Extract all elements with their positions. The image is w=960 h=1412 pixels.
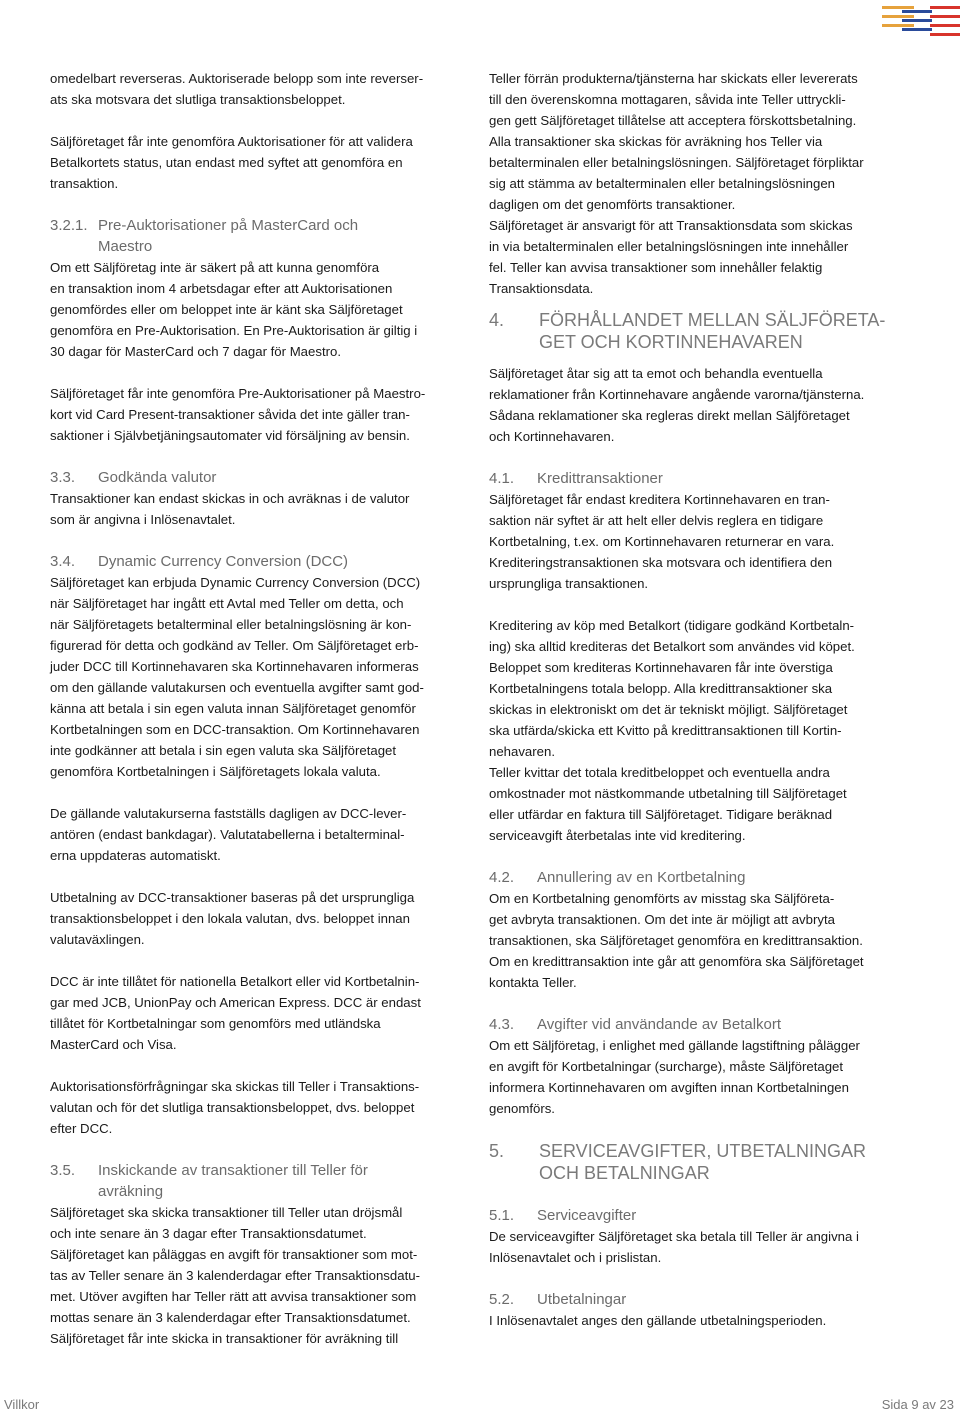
section-title: Annullering av en Kortbetalning — [537, 869, 746, 886]
section-title: Pre-Auktorisationer på MasterCard och Maestro — [98, 217, 359, 255]
chapter-heading-4 — [489, 309, 909, 353]
paragraph: DCC är inte tillåtet för nationella Betalkort eller vid Kortbetalnin- gar med JCB, UnionPay och American Express. DCC är endast tillåtet för Kortbetalningar som genomförs med utländska MasterCard och Visa. — [50, 974, 421, 1052]
section-number: 4.2. — [489, 869, 515, 886]
logo-stripe — [902, 28, 932, 31]
paragraph: Utbetalning av DCC-transaktioner baseras på det ursprungliga transaktionsbeloppet i den lokala valutan, dvs. beloppet innan valutaväxlingen. — [50, 890, 415, 947]
right-column — [489, 68, 909, 1331]
section-heading-4-1 — [489, 468, 909, 489]
logo-stripe — [930, 6, 960, 9]
paragraph: Teller förrän produkterna/tjänsterna har skickats eller levererats till den överenskomna mottagaren, såvida inte Teller uttryckli- gen gett Säljföretaget tillåtelse att acceptera förskottsbetalning. Alla transaktioner ska skickas för avräkning hos Teller via betalterminalen eller betalningslösningen. Säljföretaget förpliktar sig att stämma av betalterminalen eller betalningslösningen dagligen om det genomförts transaktioner. Säljföretaget är ansvarigt för att Transaktionsdata som skickas in via betalterminalen eller betalningslösningen inte innehåller fel. Teller kan avvisa transaktioner som innehåller felaktig Transaktionsdata. — [489, 71, 864, 296]
section-heading-3-5 — [50, 1160, 458, 1202]
logo-stripe — [902, 10, 932, 13]
paragraph: Om en Kortbetalning genomförts av misstag ska Säljföreta- get avbryta transaktionen. Om det inte är möjligt att avbryta transaktionen, ska Säljföretaget genomföra en kredittransaktion. Om en kredittransaktion inte går att genomföra ska Säljföretaget kontakta Teller. — [489, 891, 864, 990]
chapter-heading-5 — [489, 1140, 909, 1184]
section-heading-5-1 — [489, 1205, 909, 1226]
section-title: Avgifter vid användande av Betalkort — [537, 1016, 782, 1033]
section-heading-3-3 — [50, 467, 458, 488]
section-heading-5-2 — [489, 1289, 909, 1310]
chapter-title: SERVICEAVGIFTER, UTBETALNINGAR OCH BETALNINGAR — [539, 1141, 867, 1183]
left-column — [50, 68, 458, 1349]
section-title: Dynamic Currency Conversion (DCC) — [98, 553, 349, 570]
section-number: 3.5. — [50, 1162, 76, 1179]
logo-stripe — [882, 15, 914, 18]
section-heading-3-4 — [50, 551, 458, 572]
chapter-title: FÖRHÅLLANDET MELLAN SÄLJFÖRETA- GET OCH KORTINNEHAVAREN — [539, 310, 886, 352]
logo-stripe — [902, 19, 932, 22]
section-number: 4.1. — [489, 470, 515, 487]
section-number: 3.3. — [50, 469, 76, 486]
logo-stripe — [930, 24, 960, 27]
company-logo — [882, 6, 960, 36]
section-title: Inskickande av transaktioner till Teller för avräkning — [98, 1162, 368, 1200]
section-title: Godkända valutor — [98, 469, 217, 486]
paragraph: Auktorisationsförfrågningar ska skickas till Teller i Transaktions- valutan och för det slutliga transaktionsbeloppet, dvs. beloppet efter DCC. — [50, 1079, 420, 1136]
section-number: 5.1. — [489, 1207, 515, 1224]
paragraph: I Inlösenavtalet anges den gällande utbetalningsperioden. — [489, 1313, 827, 1328]
paragraph: Kreditering av köp med Betalkort (tidigare godkänd Kortbetaln- ing) ska alltid krediteras det Betalkort som användes vid köpet. Beloppet som krediteras Kortinnehavaren får inte överstiga Kortbetalningens totala belopp. Alla kredittransaktioner ska skickas in elektroniskt om det är tekniskt möjligt. Säljföretaget ska utfärda/skicka ett Kvitto på kredittransaktionen till Kortin- nehavaren. Teller kvittar det totala kreditbeloppet och eventuella andra omkostnader mot nästkommande utbetalning till Säljföretaget eller utfärdar en faktura till Säljföretaget. Tidigare beräknad serviceavgift återbetalas inte vid kreditering. — [489, 618, 855, 843]
chapter-number: 5. — [489, 1141, 505, 1161]
paragraph: Säljföretaget får endast kreditera Kortinnehavaren en tran- saktion när syftet är att helt eller delvis reglera en tidigare Kortbetalning, t.ex. om Kortinnehavaren returnerar en vara. Krediteringstransaktionen ska motsvara och identifiera den ursprungliga transaktionen. — [489, 492, 835, 591]
paragraph: omedelbart reverseras. Auktoriserade belopp som inte reverser- ats ska motsvara det slutliga transaktionsbeloppet. — [50, 71, 424, 107]
logo-stripe — [882, 24, 914, 27]
paragraph: Säljföretaget ska skicka transaktioner till Teller utan dröjsmål och inte senare än 3 dagar efter Transaktionsdatumet. Säljföretaget kan påläggas en avgift för transaktioner som mot- tas av Teller senare än 3 kalenderdagar efter Transaktionsdatu- met. Utöver avgiften har Teller rätt att avvisa transaktioner som mottas senare än 3 kalenderdagar efter Transaktionsdatumet. Säljföretaget får inte skicka in transaktioner för avräkning till — [50, 1205, 420, 1346]
paragraph: Om ett Säljföretag, i enlighet med gällande lagstiftning pålägger en avgift för Kortbetalningar (surcharge), måste Säljföretaget informera Kortinnehavaren om avgiften innan Kortbetalningen genomförs. — [489, 1038, 860, 1116]
section-number: 5.2. — [489, 1291, 515, 1308]
logo-stripe — [930, 15, 960, 18]
section-number: 4.3. — [489, 1016, 515, 1033]
paragraph: Transaktioner kan endast skickas in och avräknas i de valutor som är angivna i Inlösenavtalet. — [50, 491, 410, 527]
section-title: Serviceavgifter — [537, 1207, 637, 1224]
paragraph: Säljföretaget får inte genomföra Pre-Auktorisationer på Maestro- kort vid Card Present-transaktioner såvida det inte gäller tran- saktioner i Självbetjäningsautomater vid försäljning av bensin. — [50, 386, 426, 443]
section-heading-4-3 — [489, 1014, 909, 1035]
logo-stripe — [882, 6, 914, 9]
section-heading-4-2 — [489, 867, 909, 888]
section-heading-3-2-1 — [50, 215, 458, 257]
paragraph: De gällande valutakurserna fastställs dagligen av DCC-lever- antören (endast bankdagar). Valutatabellerna i betalterminal- erna uppdateras automatiskt. — [50, 806, 407, 863]
paragraph: Om ett Säljföretag inte är säkert på att kunna genomföra en transaktion inom 4 arbetsdagar efter att Auktorisationen genomfördes eller om beloppet inte är känt ska Säljföretaget genomföra en Pre-Auktorisation. En Pre-Auktorisation är giltig i 30 dagar för MasterCard och 7 dagar för Maestro. — [50, 260, 418, 359]
section-number: 3.2.1. — [50, 217, 88, 234]
footer-document-name: Villkor — [4, 1397, 40, 1412]
paragraph: Säljföretaget får inte genomföra Auktorisationer för att validera Betalkortets status, utan endast med syftet att genomföra en transaktion. — [50, 134, 413, 191]
paragraph: Säljföretaget kan erbjuda Dynamic Currency Conversion (DCC) när Säljföretaget har ingått ett Avtal med Teller om detta, och när Säljföretagets betalterminal eller betalningslösning är kon- figurerad för detta och godkänd av Teller. Om Säljföretaget erb- juder DCC till Kortinnehavaren ska Kortinnehavaren informeras om den gällande valutakursen och eventuella avgifter samt god- känna att betala i sin egen valuta innan Säljföretaget genomför Kortbetalningen som en DCC-transaktion. Om Kortinnehavaren inte godkänner att betala i sin egen valuta ska Säljföretaget genomföra Kortbetalningen i Säljföretagets lokala valuta. — [50, 575, 424, 779]
chapter-number: 4. — [489, 310, 505, 330]
section-title: Kredittransaktioner — [537, 470, 663, 487]
logo-stripe — [930, 33, 960, 36]
paragraph: Säljföretaget åtar sig att ta emot och behandla eventuella reklamationer från Kortinnehavare angående varorna/tjänsterna. Sådana reklamationer ska regleras direkt mellan Säljföretaget och Kortinnehavaren. — [489, 366, 865, 444]
section-number: 3.4. — [50, 553, 76, 570]
footer-page-number: Sida 9 av 23 — [881, 1397, 954, 1412]
section-title: Utbetalningar — [537, 1291, 627, 1308]
paragraph: De serviceavgifter Säljföretaget ska betala till Teller är angivna i Inlösenavtalet och i prislistan. — [489, 1229, 859, 1265]
